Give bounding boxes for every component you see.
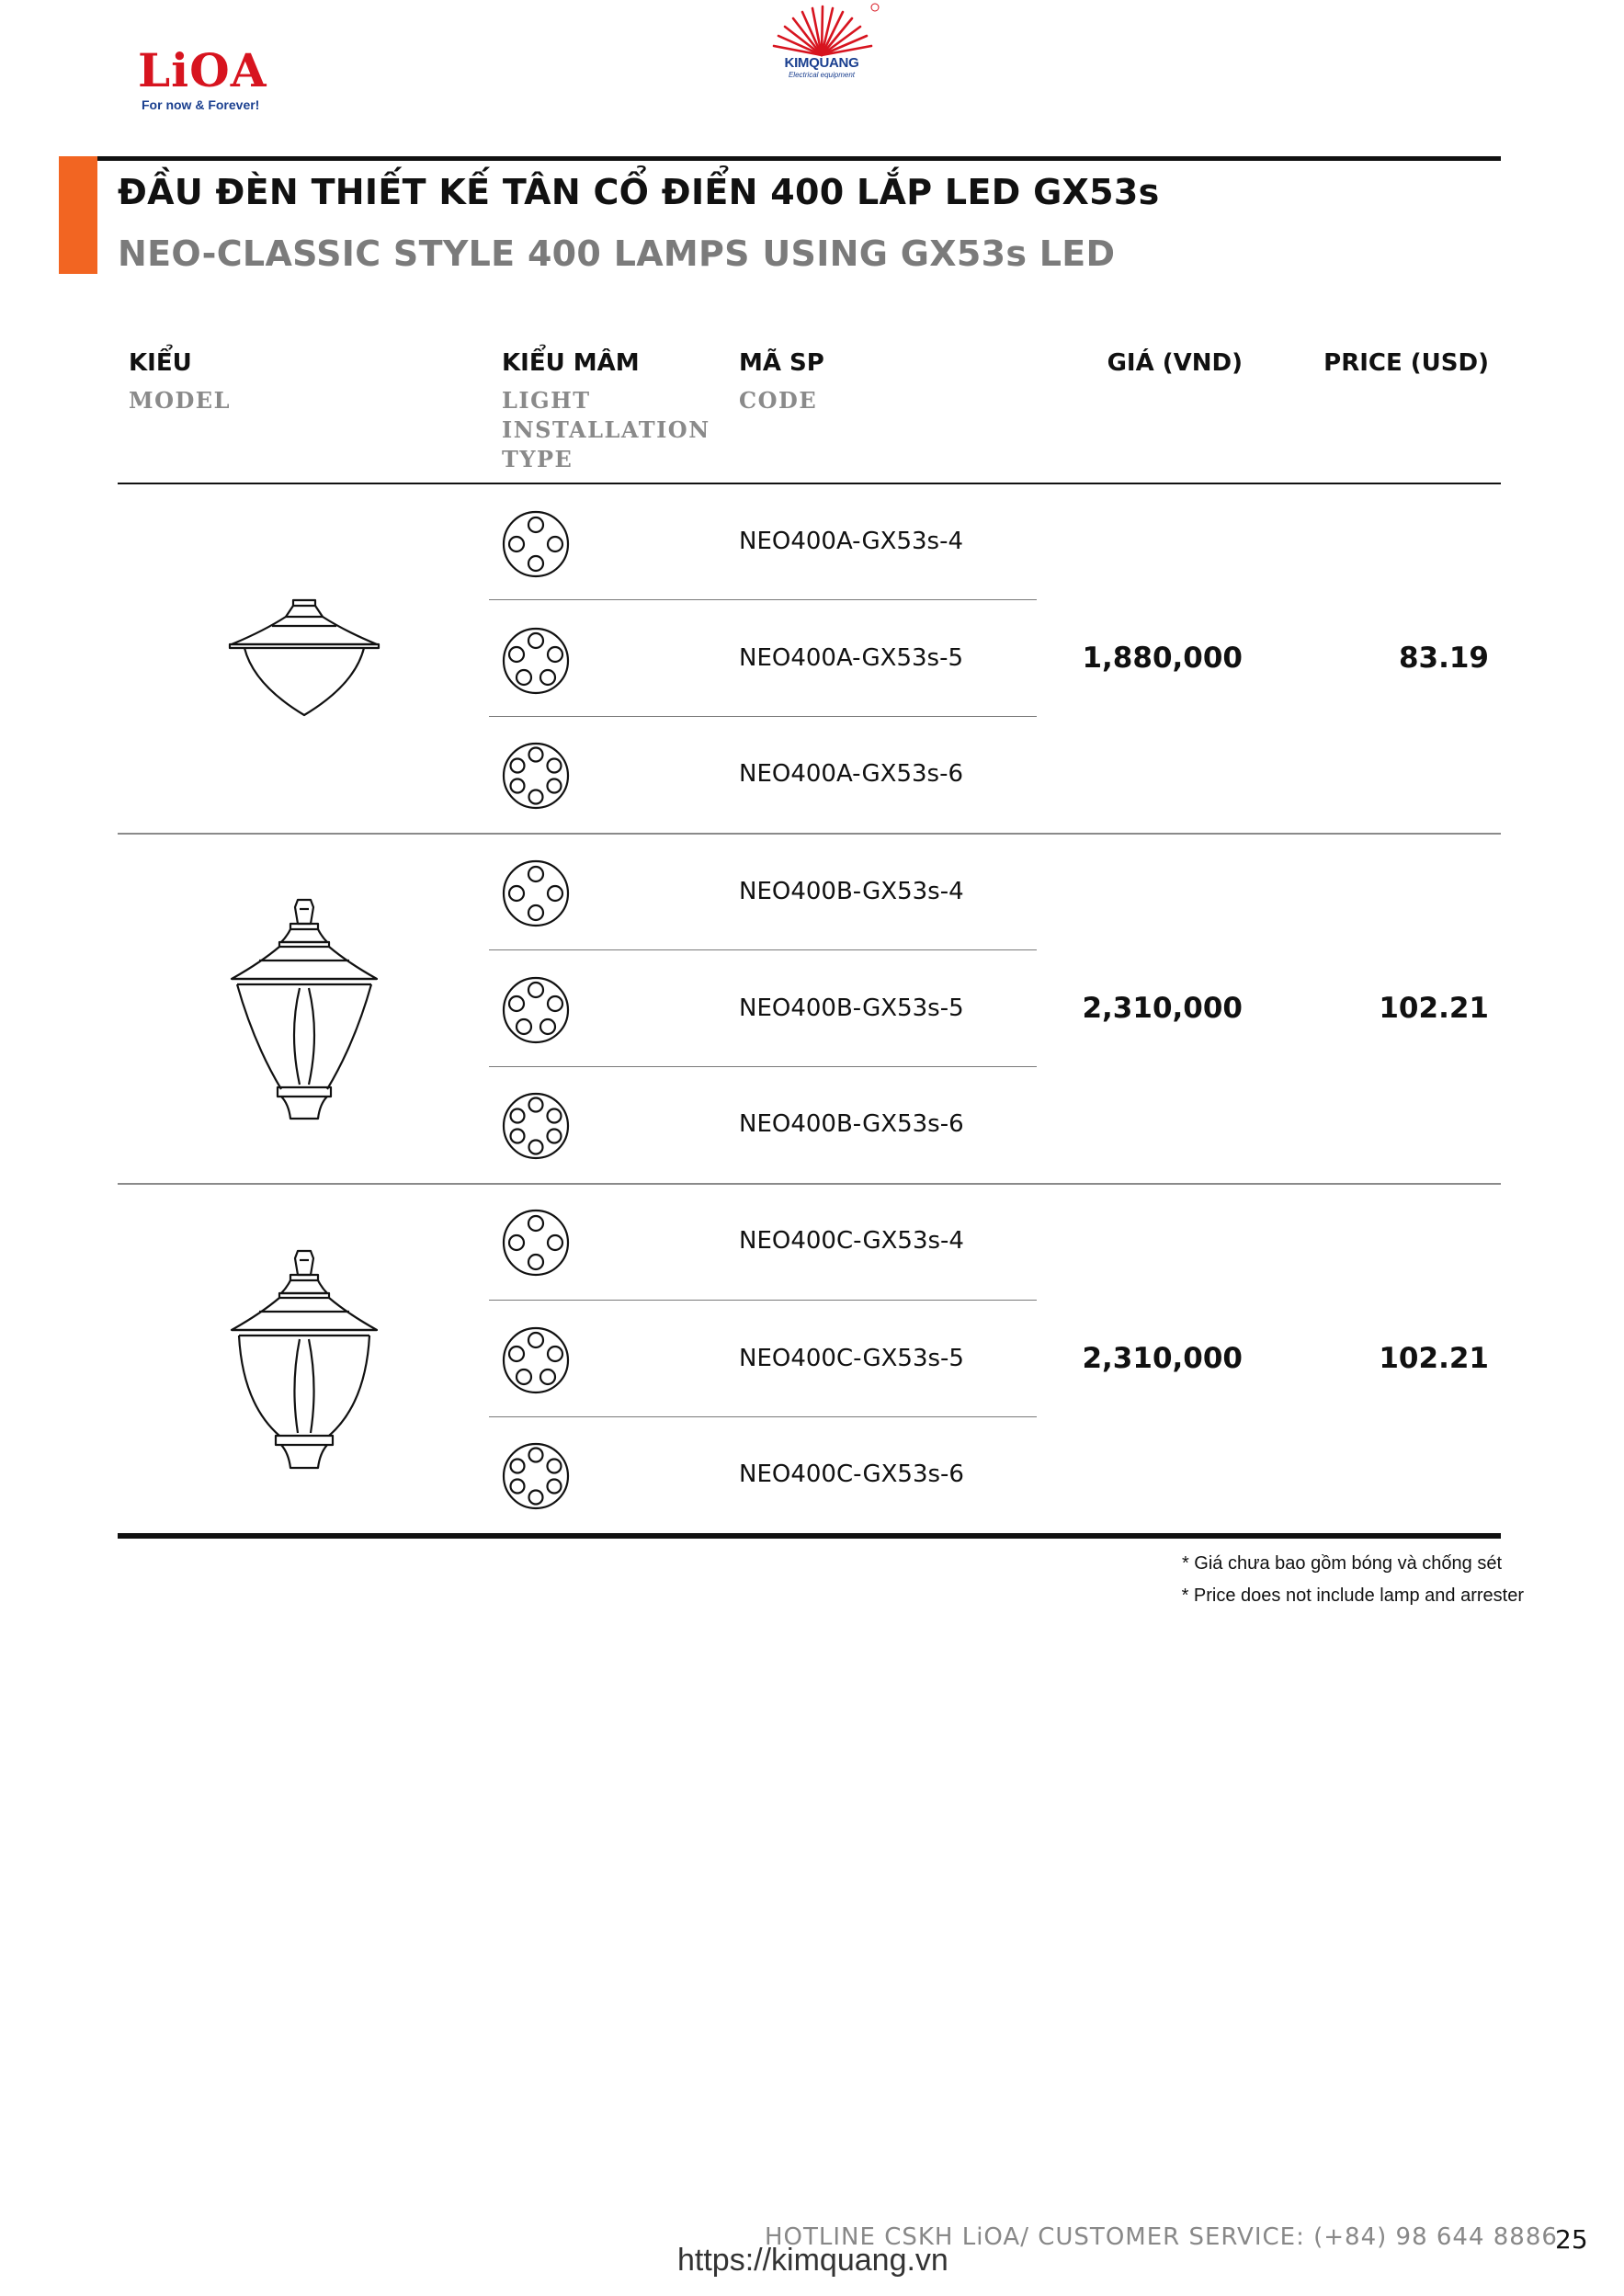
- plate-6-hole-icon: [502, 1092, 570, 1164]
- row-divider: [489, 1066, 1037, 1067]
- product-code: NEO400B-GX53s-6: [739, 1110, 964, 1138]
- price-usd: 102.21: [1379, 1342, 1489, 1375]
- col-header-model-vi: KIỂU: [129, 349, 192, 377]
- col-header-type-en-line1: LIGHT: [502, 387, 591, 414]
- col-header-price-vnd: GIÁ (VND): [1107, 349, 1243, 377]
- note-en: * Price does not include lamp and arrester: [1181, 1586, 1524, 1606]
- lioa-tagline: For now & Forever!: [142, 97, 260, 112]
- title-accent-bar: [59, 156, 97, 274]
- product-code: NEO400A-GX53s-6: [739, 760, 964, 788]
- note-vi: * Giá chưa bao gồm bóng và chống sét: [1181, 1553, 1502, 1574]
- price-vnd: 2,310,000: [1082, 992, 1243, 1025]
- table-bottom-rule: [118, 1533, 1501, 1539]
- price-vnd: 2,310,000: [1082, 1342, 1243, 1375]
- neo400b-lamp-icon: [226, 896, 382, 1125]
- row-divider: [489, 716, 1037, 717]
- row-divider: [489, 599, 1037, 600]
- product-code: NEO400B-GX53s-5: [739, 995, 964, 1022]
- neo400c-lamp-icon: [226, 1247, 382, 1476]
- page-title-en: NEO-CLASSIC STYLE 400 LAMPS USING GX53s LED: [118, 233, 1116, 274]
- price-vnd: 1,880,000: [1082, 642, 1243, 675]
- plate-4-hole-icon: [502, 859, 570, 931]
- product-code: NEO400A-GX53s-4: [739, 528, 964, 555]
- kimquang-logo: [763, 0, 882, 85]
- group-divider: [118, 833, 1501, 835]
- page-title-vi: ĐẦU ĐÈN THIẾT KẾ TÂN CỔ ĐIỂN 400 LẮP LED GX53s: [118, 172, 1160, 212]
- footer-url-link[interactable]: https://kimquang.vn: [677, 2243, 948, 2278]
- row-divider: [489, 1416, 1037, 1417]
- col-header-type-vi: KIỂU MÂM: [502, 349, 640, 377]
- kimquang-sunburst-icon: [763, 0, 882, 57]
- plate-5-hole-icon: [502, 976, 570, 1048]
- product-code: NEO400A-GX53s-5: [739, 644, 964, 672]
- kimquang-wordmark: KIMQUANG: [784, 55, 859, 71]
- title-rule: [97, 156, 1501, 161]
- col-header-code-en: CODE: [739, 387, 818, 414]
- neo400a-lamp-icon: [226, 593, 382, 725]
- row-divider: [489, 949, 1037, 950]
- product-code: NEO400C-GX53s-6: [739, 1461, 964, 1488]
- plate-5-hole-icon: [502, 627, 570, 699]
- page-number: 25: [1555, 2224, 1588, 2255]
- product-code: NEO400B-GX53s-4: [739, 878, 964, 905]
- col-header-price-usd: PRICE (USD): [1323, 349, 1489, 377]
- product-code: NEO400C-GX53s-4: [739, 1227, 964, 1255]
- lioa-logo: [138, 43, 267, 112]
- row-divider: [489, 1300, 1037, 1301]
- group-divider: [118, 1183, 1501, 1185]
- col-header-model-en: MODEL: [129, 387, 231, 414]
- lioa-wordmark: LiOA: [138, 43, 267, 97]
- col-header-code-vi: MÃ SP: [739, 349, 824, 377]
- header-rule: [118, 483, 1501, 484]
- kimquang-tagline: Electrical equipment: [788, 71, 856, 79]
- col-header-type-en-line3: TYPE: [502, 446, 574, 472]
- plate-4-hole-icon: [502, 1209, 570, 1280]
- plate-6-hole-icon: [502, 1442, 570, 1514]
- plate-6-hole-icon: [502, 742, 570, 813]
- plate-5-hole-icon: [502, 1326, 570, 1398]
- footer-hotline: HOTLINE CSKH LiOA/ CUSTOMER SERVICE: (+84) 98 644 8886: [765, 2223, 1558, 2251]
- col-header-type-en: [502, 386, 710, 474]
- plate-4-hole-icon: [502, 510, 570, 582]
- price-usd: 102.21: [1379, 992, 1489, 1025]
- col-header-type-en-line2: INSTALLATION: [502, 416, 710, 443]
- price-usd: 83.19: [1398, 642, 1489, 675]
- product-code: NEO400C-GX53s-5: [739, 1345, 964, 1372]
